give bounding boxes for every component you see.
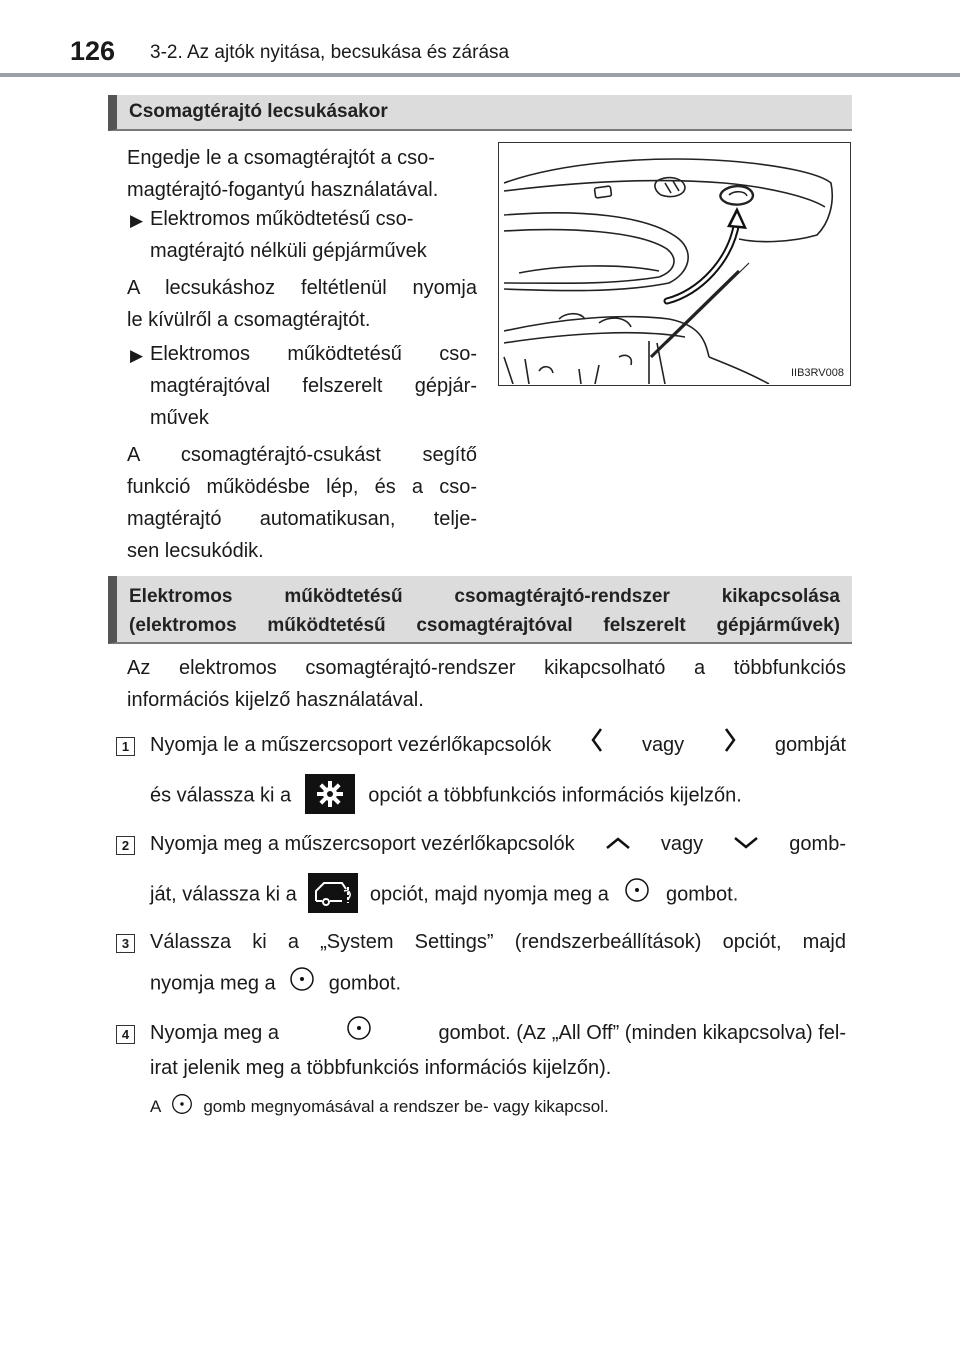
gear-icon xyxy=(305,774,355,814)
section-heading-disable xyxy=(108,576,852,644)
triangle-bullet-icon: ▶ xyxy=(130,346,144,365)
section-heading-closing: Csomagtérajtó lecsukásakor xyxy=(108,95,852,131)
step-number: 3 xyxy=(116,934,135,953)
text-segment: gombot. (Az „All Off” (minden kikapcsolva) fel- xyxy=(438,1022,846,1044)
chevron-down-icon xyxy=(733,828,759,860)
text-segment: gomb megnyomásával a rendszer be- vagy kikapcsol. xyxy=(203,1096,609,1116)
text-segment: Nyomja le a műszercsoport vezérlőkapcsolók xyxy=(150,734,552,756)
text-segment: Nyomja meg a műszercsoport vezérlőkapcsolók xyxy=(150,833,575,855)
text-line: művek xyxy=(150,407,209,429)
text-line: Engedje le a csomagtérajtót a cso- xyxy=(127,147,435,169)
text-segment: gombot. xyxy=(328,972,402,995)
text-segment: nyomja meg a xyxy=(150,972,276,995)
text-segment: Nyomja meg a xyxy=(150,1022,279,1044)
step-4-line-1 xyxy=(150,1017,846,1049)
chevron-left-icon xyxy=(590,727,604,763)
text-line: funkció működésbe lép, és a cso- xyxy=(127,476,477,498)
page-number: 126 xyxy=(70,36,116,66)
step-number: 1 xyxy=(116,737,135,756)
text-segment: vagy xyxy=(660,833,704,855)
text-line: le kívülről a csomagtérajtót. xyxy=(127,309,371,331)
step-number: 4 xyxy=(116,1025,135,1044)
text-segment: ját, válassza ki a xyxy=(150,883,297,906)
text-segment: opciót a többfunkciós információs kijelzőn. xyxy=(368,784,742,807)
text-segment: opciót, majd nyomja meg a xyxy=(369,883,609,906)
text-line: Az elektromos csomagtérajtó-rendszer kikapcsolható a többfunkciós xyxy=(127,657,846,679)
step-3-line-1: Válassza ki a „System Settings” (rendszerbeállítások) opciót, majd xyxy=(150,931,846,953)
chapter-title: 3-2. Az ajtók nyitása, becsukása és zárása xyxy=(150,42,510,63)
text-line: magtérajtóval felszerelt gépjár- xyxy=(150,375,477,397)
figure-code: IIB3RV008 xyxy=(790,367,844,379)
text-line: magtérajtó automatikusan, telje- xyxy=(127,508,477,530)
text-segment: gombját xyxy=(774,734,846,756)
header-rule xyxy=(0,73,960,77)
text-line: magtérajtó-fogantyú használatával. xyxy=(127,179,439,201)
step-2-line-2 xyxy=(150,875,846,907)
back-door-illustration xyxy=(498,142,851,386)
heading-line: (elektromos működtetésű csomagtérajtóval felszerelt gépjárművek) xyxy=(129,615,840,636)
closing-intro xyxy=(127,142,477,206)
text-segment: gombot. xyxy=(666,883,739,906)
ok-button-icon xyxy=(289,966,315,1002)
text-line: Elektromos működtetésű cso- xyxy=(150,343,477,365)
step-1-line-1 xyxy=(150,729,846,761)
bullet-power-door xyxy=(130,338,477,434)
ok-button-icon xyxy=(171,1093,193,1120)
disable-intro xyxy=(127,652,846,716)
manual-close-text xyxy=(127,272,477,336)
text-segment: gomb- xyxy=(789,833,846,855)
power-close-text xyxy=(127,439,477,567)
text-line: Elektromos működtetésű cso- xyxy=(150,208,414,230)
text-line: A lecsukáshoz feltétlenül nyomja xyxy=(127,277,477,299)
step-4-line-2: irat jelenik meg a többfunkciós információs kijelzőn). xyxy=(150,1057,612,1079)
ok-button-icon xyxy=(346,1015,372,1051)
step-4-note xyxy=(150,1093,609,1120)
text-segment: A xyxy=(150,1096,162,1116)
step-1-line-2 xyxy=(150,776,846,808)
step-3-line-2 xyxy=(150,966,846,998)
step-number: 2 xyxy=(116,836,135,855)
ok-button-icon xyxy=(624,877,650,913)
chevron-right-icon xyxy=(723,727,737,763)
text-line: információs kijelző használatával. xyxy=(127,689,424,711)
heading-line: Elektromos működtetésű csomagtérajtó-rendszer kikapcsolása xyxy=(129,586,840,607)
text-line: A csomagtérajtó-csukást segítő xyxy=(127,444,477,466)
back-door-drawing xyxy=(499,143,849,384)
bullet-manual-door xyxy=(130,203,477,267)
triangle-bullet-icon: ▶ xyxy=(130,211,144,230)
text-line: sen lecsukódik. xyxy=(127,540,264,562)
vehicle-back-door-icon xyxy=(308,873,358,913)
text-segment: és válassza ki a xyxy=(150,784,292,807)
text-line: magtérajtó nélküli gépjárművek xyxy=(150,240,427,262)
chevron-up-icon xyxy=(605,828,631,860)
text-segment: vagy xyxy=(641,734,685,756)
step-2-line-1 xyxy=(150,828,846,860)
